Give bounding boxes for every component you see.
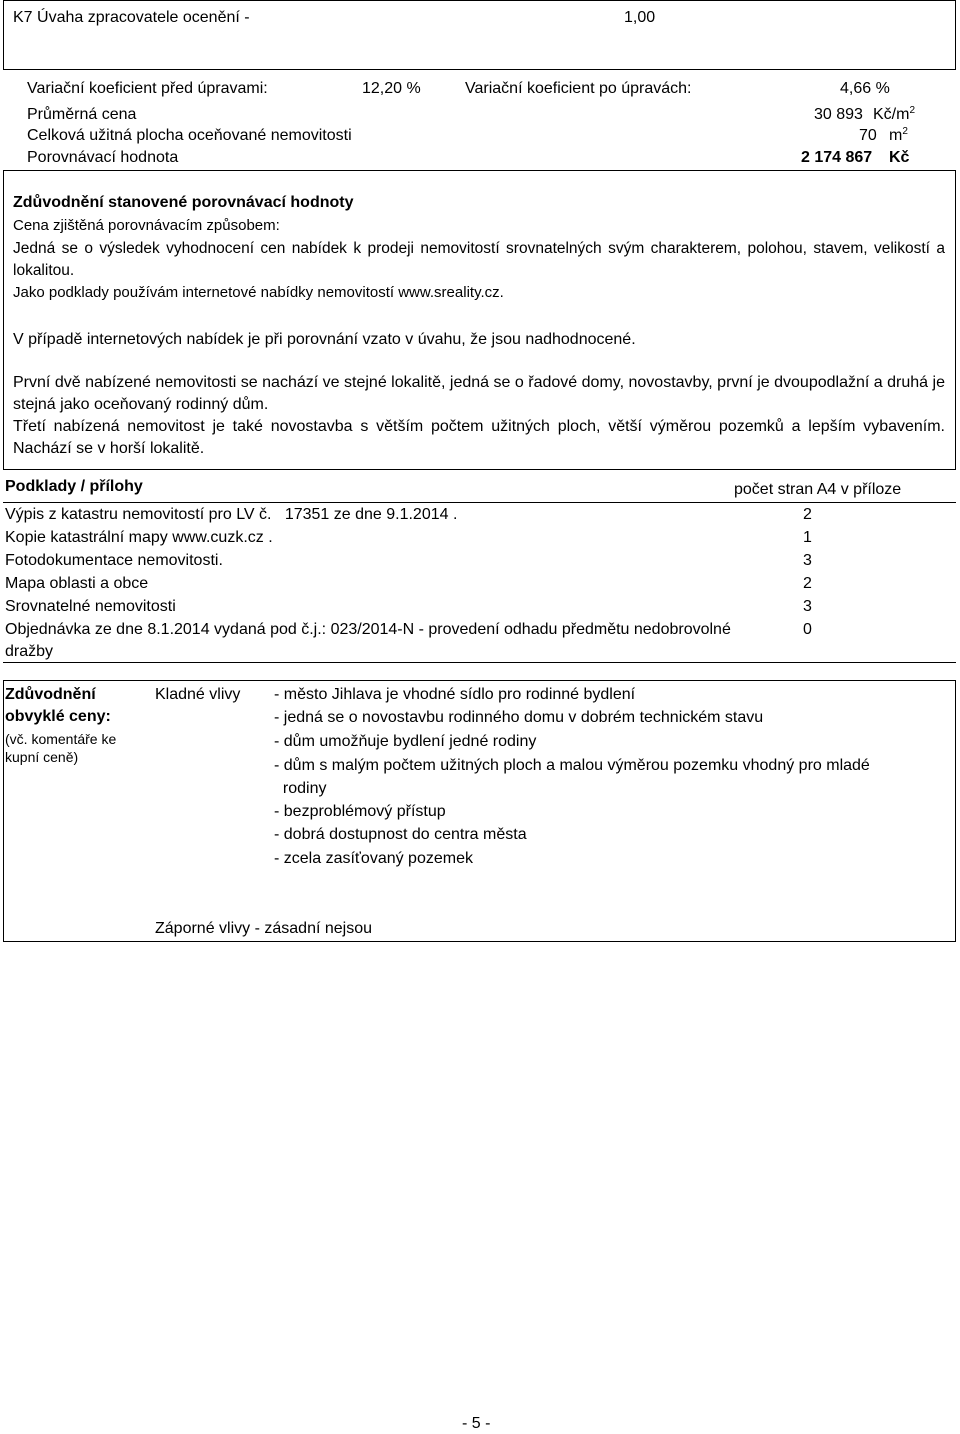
page-number: - 5 - — [462, 1415, 491, 1432]
attachment-count-2: 3 — [803, 552, 812, 569]
justification-para2: Jako podklady používám internetové nabídky nemovitostí www.sreality.cz. — [13, 284, 504, 301]
justification-para3: V případě internetových nabídek je při porovnání vzato v úvahu, že jsou nadhodnocené. — [13, 331, 636, 348]
usual-price-note-line2: kupní ceně) — [5, 749, 79, 765]
k7-label: K7 Úvaha zpracovatele ocenění - — [13, 9, 250, 26]
positive-label: Kladné vlivy — [155, 686, 241, 703]
attachments-bottom-line — [3, 662, 956, 663]
attachment-count-1: 1 — [803, 529, 812, 546]
attachment-count-5: 0 — [803, 621, 812, 638]
justification-right-border — [955, 170, 956, 470]
justification-para1: Jedná se o výsledek vyhodnocení cen nabídek k prodeji nemovitostí srovnatelných svým charakterem, polohou, stavem, velikostí a lokalitou. — [13, 240, 945, 279]
positive-item-2: - dům umožňuje bydlení jedné rodiny — [274, 733, 537, 750]
var-after-value: 4,66 % — [840, 80, 890, 97]
attachment-label-2: Fotodokumentace nemovitosti. — [5, 552, 223, 569]
area-label: Celková užitná plocha oceňované nemovitosti — [27, 127, 352, 144]
attachment-label-4: Srovnatelné nemovitosti — [5, 598, 176, 615]
comp-value-unit: Kč — [889, 149, 910, 166]
attachment-label-1: Kopie katastrální mapy www.cuzk.cz . — [5, 529, 273, 546]
attachment-count-0: 2 — [803, 506, 812, 523]
attachments-pages-header: počet stran A4 v příloze — [734, 481, 902, 498]
positive-item-7: - zcela zasíťovaný pozemek — [274, 850, 473, 867]
area-unit: $m^2$ — [889, 126, 908, 144]
attachment-label-5-cont: dražby — [5, 643, 54, 660]
attachment-label-3: Mapa oblasti a obce — [5, 575, 149, 592]
positive-item-3: - dům s malým počtem užitných ploch a malou výměrou pozemku vhodný pro mladé — [274, 757, 870, 774]
attachment-label-0: Výpis z katastru nemovitostí pro LV č. 17351 ze dne 9.1.2014 . — [5, 506, 458, 523]
justification-line1: Cena zjištěná porovnávacím způsobem: — [13, 217, 280, 234]
divider-justification — [3, 469, 956, 470]
positive-item-4: rodiny — [274, 780, 327, 797]
attachment-count-3: 2 — [803, 575, 812, 592]
divider-top — [3, 170, 956, 171]
comp-value-label: Porovnávací hodnota — [27, 149, 179, 166]
justification-left-border — [3, 170, 4, 470]
var-before-label: Variační koeficient před úpravami: — [27, 80, 268, 97]
usual-price-note-line1: (vč. komentáře ke — [5, 731, 117, 747]
positive-item-0: - město Jihlava je vhodné sídlo pro rodinné bydlení — [274, 686, 636, 703]
attachments-header-line — [3, 502, 956, 503]
attachment-label-5: Objednávka ze dne 8.1.2014 vydaná pod č.j.: 023/2014-N - provedení odhadu předmětu nedobrovolné — [5, 621, 731, 638]
positive-item-1: - jedná se o novostavbu rodinného domu v dobrém technickém stavu — [274, 709, 764, 726]
attachment-count-4: 3 — [803, 598, 812, 615]
avg-price-value: 30 893 — [814, 106, 863, 123]
var-after-label: Variační koeficient po úpravách: — [465, 80, 692, 97]
avg-price-unit: $Kč/m^2$ — [873, 105, 916, 123]
justification-title: Zdůvodnění stanovené porovnávací hodnoty — [13, 194, 354, 211]
usual-price-title-line1: Zdůvodnění — [5, 686, 96, 703]
positive-item-6: - dobrá dostupnost do centra města — [274, 826, 527, 843]
comp-value-value: 2 174 867 — [801, 149, 873, 166]
avg-price-label: Průměrná cena — [27, 106, 137, 123]
positive-item-5: - bezproblémový přístup — [274, 803, 446, 820]
negative-label: Záporné vlivy - zásadní nejsou — [155, 920, 372, 937]
justification-para4: První dvě nabízené nemovitosti se nachází ve stejné lokalitě, jedná se o řadové domy, novostavby, první je dvoupodlažní a druhá je stejná jako oceňovaný rodinný dům. — [13, 374, 945, 413]
k7-value: 1,00 — [624, 9, 656, 26]
attachments-title: Podklady / přílohy — [5, 478, 143, 495]
area-value: 70 — [859, 127, 877, 144]
var-before-value: 12,20 % — [362, 80, 421, 97]
usual-price-title-line2: obvyklé ceny: — [5, 708, 111, 725]
justification-para5: Třetí nabízená nemovitost je také novostavba s větším počtem užitných ploch, větší výměrou pozemků a lepším vybavením. Nachází se v horší lokalitě. — [13, 418, 945, 457]
